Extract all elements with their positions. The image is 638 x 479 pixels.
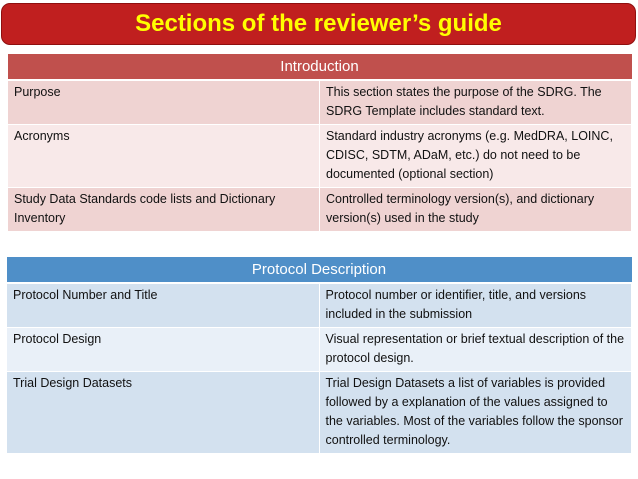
table-row (8, 125, 632, 188)
section-name-cell: Trial Design Datasets (7, 372, 320, 454)
section-name-cell: Protocol Number and Title (7, 283, 320, 328)
protocol-table-header: Protocol Description (7, 257, 632, 283)
section-description-cell: Protocol number or identifier, title, and versions included in the submission (319, 283, 632, 328)
table-row (8, 188, 632, 232)
section-description-cell: Controlled terminology version(s), and dictionary version(s) used in the study (320, 188, 632, 232)
introduction-table (7, 54, 632, 232)
slide-title: Sections of the reviewer’s guide (135, 10, 502, 37)
table-row (7, 283, 632, 328)
table-row (7, 328, 632, 372)
introduction-table-header: Introduction (8, 54, 632, 80)
section-description-cell: Visual representation or brief textual description of the protocol design. (319, 328, 632, 372)
slide-title-bar (1, 3, 636, 45)
section-name-cell: Study Data Standards code lists and Dictionary Inventory (8, 188, 320, 232)
section-description-cell: Trial Design Datasets a list of variables is provided followed by a explanation of the values assigned to the variables. Most of the variables follow the sponsor controlled terminology. (319, 372, 632, 454)
section-name-cell: Purpose (8, 80, 320, 125)
protocol-description-table (6, 257, 632, 454)
section-description-cell: Standard industry acronyms (e.g. MedDRA, LOINC, CDISC, SDTM, ADaM, etc.) do not need to be documented (optional section) (320, 125, 632, 188)
table-row (8, 80, 632, 125)
section-name-cell: Protocol Design (7, 328, 320, 372)
table-row (7, 372, 632, 454)
section-description-cell: This section states the purpose of the SDRG. The SDRG Template includes standard text. (320, 80, 632, 125)
section-name-cell: Acronyms (8, 125, 320, 188)
